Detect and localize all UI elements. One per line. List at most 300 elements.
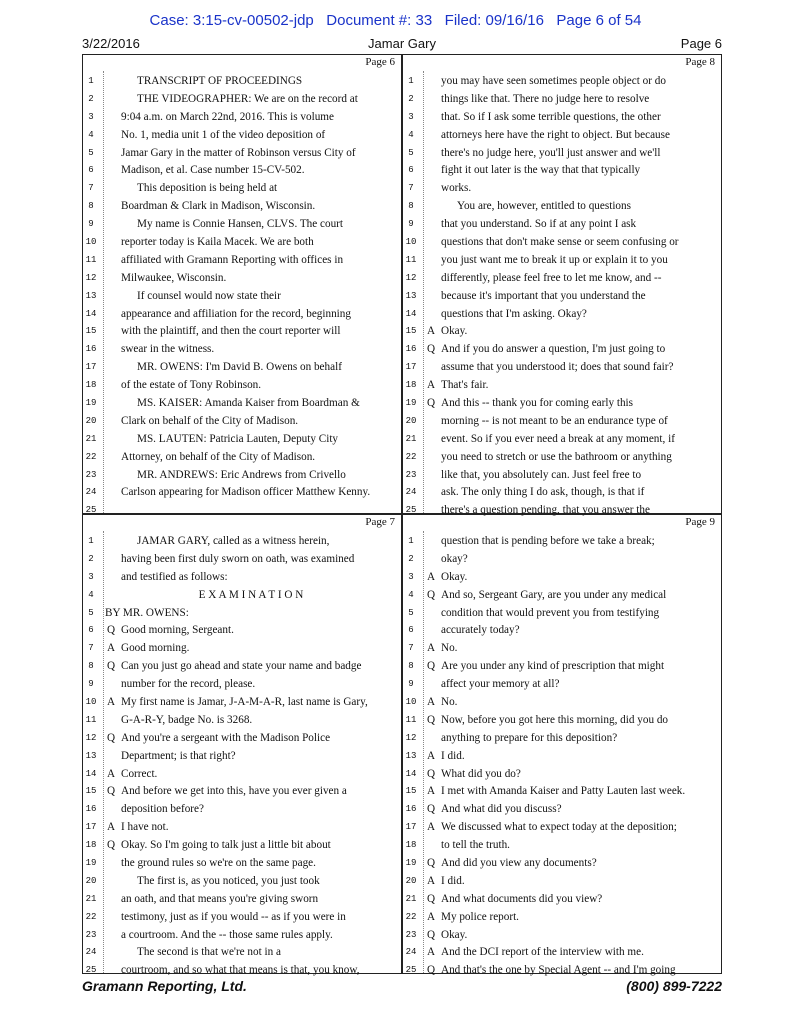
line-text: of the estate of Tony Robinson.: [121, 379, 262, 392]
transcript-line: [83, 837, 401, 855]
line-text: anything to prepare for this deposition?: [441, 731, 618, 744]
line-number: 20: [85, 415, 97, 426]
line-number: 12: [405, 272, 417, 283]
transcript-line: [403, 944, 721, 962]
transcript-line: [403, 431, 721, 449]
line-text: Jamar Gary in the matter of Robinson versus City of: [121, 146, 356, 159]
line-text: No.: [441, 642, 458, 655]
transcript-line: [403, 413, 721, 431]
line-text: accurately today?: [441, 624, 520, 637]
line-text: questions that I'm asking. Okay?: [441, 307, 587, 320]
line-number: 2: [88, 553, 94, 564]
transcript-line: [403, 587, 721, 605]
line-text: number for the record, please.: [121, 678, 256, 691]
transcript-line: [83, 730, 401, 748]
transcript-line: [83, 640, 401, 658]
line-text: attorneys here have the right to object. But because: [441, 128, 670, 141]
transcript-line: [403, 484, 721, 502]
speaker-marker: Q: [426, 964, 436, 977]
line-number: 24: [85, 947, 97, 958]
line-number: 3: [408, 111, 414, 122]
line-number: 16: [85, 344, 97, 355]
line-number: 13: [405, 290, 417, 301]
line-number: 6: [408, 165, 414, 176]
line-number: 9: [88, 219, 94, 230]
speaker-marker: A: [426, 570, 436, 583]
line-text: Madison, et al. Case number 15-CV-502.: [121, 164, 305, 177]
speaker-marker: Q: [426, 892, 436, 905]
line-number: 11: [405, 714, 417, 725]
transcript-line: [403, 395, 721, 413]
line-number: 23: [405, 929, 417, 940]
line-text: I did.: [441, 749, 465, 762]
transcript-line: [83, 467, 401, 485]
line-text: This deposition is being held at: [137, 182, 278, 195]
line-number: 2: [88, 93, 94, 104]
line-number: 15: [405, 786, 417, 797]
transcript-line: [83, 91, 401, 109]
transcript-line: [403, 216, 721, 234]
line-text: Okay. So I'm going to talk just a little bit about: [121, 839, 331, 852]
transcript-line: [83, 891, 401, 909]
line-text: Department; is that right?: [121, 749, 236, 762]
line-number: 19: [85, 398, 97, 409]
line-number: 25: [85, 965, 97, 976]
line-number: 10: [405, 697, 417, 708]
line-number: 8: [408, 661, 414, 672]
line-text: We discussed what to expect today at the deposition;: [441, 821, 677, 834]
line-text: an oath, and that means you're giving sworn: [121, 892, 319, 905]
line-text: And the DCI report of the interview with me.: [441, 946, 644, 959]
transcript-line: [83, 359, 401, 377]
line-number: 4: [408, 129, 414, 140]
transcript-line: [83, 605, 401, 623]
line-text: No.: [441, 696, 458, 709]
line-text: My name is Connie Hansen, CLVS. The court: [137, 218, 344, 231]
line-number: 8: [408, 201, 414, 212]
line-number: 7: [408, 183, 414, 194]
line-number: 11: [85, 714, 97, 725]
line-number: 6: [408, 625, 414, 636]
line-number: 24: [405, 947, 417, 958]
transcript-line: [403, 288, 721, 306]
line-number: 19: [405, 398, 417, 409]
speaker-marker: Q: [106, 624, 116, 637]
transcript-line: [403, 377, 721, 395]
transcript-lines: [403, 533, 721, 980]
line-number: 20: [405, 415, 417, 426]
line-text: Attorney, on behalf of the City of Madison.: [121, 450, 316, 463]
transcript-line: [83, 658, 401, 676]
line-text: okay?: [441, 552, 468, 565]
line-number: 9: [408, 219, 414, 230]
transcript-line: [83, 341, 401, 359]
line-text: event. So if you ever need a break at any moment, if: [441, 432, 675, 445]
line-text: BY MR. OWENS:: [105, 606, 189, 619]
page-header: [82, 36, 722, 52]
line-number: 17: [405, 362, 417, 373]
line-number: 15: [85, 326, 97, 337]
line-number: 25: [85, 505, 97, 516]
line-number: 3: [88, 571, 94, 582]
transcript-line: [83, 413, 401, 431]
speaker-marker: Q: [426, 660, 436, 673]
quadrant-page-label: Page 9: [685, 516, 715, 528]
transcript-line: [83, 855, 401, 873]
line-number: 13: [85, 290, 97, 301]
speaker-marker: A: [106, 821, 116, 834]
line-number: 21: [405, 433, 417, 444]
quadrant-page-label: Page 8: [685, 56, 715, 68]
line-text: with the plaintiff, and then the court reporter will: [121, 325, 341, 338]
line-number: 20: [405, 875, 417, 886]
line-text: condition that would prevent you from testifying: [441, 606, 660, 619]
transcript-lines: [83, 73, 401, 520]
speaker-marker: A: [426, 325, 436, 338]
transcript-line: [83, 449, 401, 467]
line-number: 18: [405, 840, 417, 851]
line-number: 15: [85, 786, 97, 797]
line-text: MS. KAISER: Amanda Kaiser from Boardman &: [137, 397, 360, 410]
line-number: 22: [405, 911, 417, 922]
line-text: works.: [441, 182, 472, 195]
transcript-line: [83, 587, 401, 605]
line-text: JAMAR GARY, called as a witness herein,: [137, 535, 330, 547]
line-number: 21: [85, 433, 97, 444]
line-number: 2: [408, 553, 414, 564]
line-text: questions that don't make sense or seem confusing or: [441, 236, 679, 249]
transcript-line: [83, 801, 401, 819]
speaker-marker: Q: [426, 928, 436, 941]
transcript-line: [403, 270, 721, 288]
line-text: affect your memory at all?: [441, 678, 560, 691]
line-text: a courtroom. And the -- those same rules apply.: [121, 928, 333, 941]
line-number: 14: [405, 308, 417, 319]
transcript-line: [83, 162, 401, 180]
line-text: E X A M I N A T I O N: [198, 588, 304, 601]
line-number: 4: [408, 589, 414, 600]
line-text: there's no judge here, you'll just answer and we'll: [441, 146, 661, 159]
transcript-line: [83, 783, 401, 801]
line-text: I met with Amanda Kaiser and Patty Lauten last week.: [441, 785, 686, 798]
line-text: And what documents did you view?: [441, 892, 603, 905]
transcript-line: [83, 944, 401, 962]
line-number: 1: [88, 536, 94, 546]
line-text: ask. The only thing I do ask, though, is that if: [441, 486, 645, 499]
case-header: Case: 3:15-cv-00502-jdp Document #: 33 Filed: 09/16/16 Page 6 of 54: [149, 12, 642, 29]
transcript-line: [403, 73, 721, 91]
transcript-line: [403, 855, 721, 873]
line-text: What did you do?: [441, 767, 521, 780]
line-number: 7: [88, 643, 94, 654]
transcript-line: [403, 252, 721, 270]
speaker-marker: Q: [426, 343, 436, 356]
line-number: 17: [85, 362, 97, 373]
line-number: 5: [88, 607, 94, 618]
transcript-line: [403, 783, 721, 801]
transcript-line: [83, 748, 401, 766]
line-text: things like that. There no judge here to resolve: [441, 92, 650, 105]
line-number: 11: [85, 254, 97, 265]
line-text: No. 1, media unit 1 of the video deposition of: [121, 128, 326, 141]
transcript-line: [403, 730, 721, 748]
line-text: Okay.: [441, 325, 468, 338]
speaker-marker: Q: [106, 785, 116, 798]
page-number: Page 6: [680, 36, 722, 51]
line-number: 14: [405, 768, 417, 779]
line-number: 20: [85, 875, 97, 886]
line-number: 2: [408, 93, 414, 104]
line-number: 25: [405, 505, 417, 516]
line-number: 24: [85, 487, 97, 498]
transcript-line: [403, 162, 721, 180]
line-text: G-A-R-Y, badge No. is 3268.: [121, 713, 253, 726]
line-text: And what did you discuss?: [441, 803, 562, 816]
line-text: you need to stretch or use the bathroom or anything: [441, 450, 672, 463]
transcript-line: [403, 801, 721, 819]
line-number: 1: [408, 76, 414, 86]
transcript-line: [83, 73, 401, 91]
line-number: 6: [88, 625, 94, 636]
line-text: morning -- is not meant to be an endurance type of: [441, 414, 668, 427]
line-number: 19: [405, 858, 417, 869]
line-text: appearance and affiliation for the record, beginning: [121, 307, 351, 320]
line-text: you may have seen sometimes people object or do: [441, 75, 666, 87]
line-number: 23: [405, 469, 417, 480]
speaker-marker: Q: [106, 731, 116, 744]
transcript-line: [83, 216, 401, 234]
transcript-line: [403, 891, 721, 909]
transcript-line: [403, 766, 721, 784]
line-text: The second is that we're not in a: [137, 946, 281, 959]
line-number: 11: [405, 254, 417, 265]
transcript-line: [403, 694, 721, 712]
transcript-line: [83, 927, 401, 945]
transcript-line: [83, 145, 401, 163]
transcript-line: [403, 569, 721, 587]
transcript-line: [83, 306, 401, 324]
line-text: Now, before you got here this morning, did you do: [441, 713, 669, 726]
line-number: 6: [88, 165, 94, 176]
line-number: 16: [85, 804, 97, 815]
transcript-line: [83, 533, 401, 551]
line-number: 5: [88, 147, 94, 158]
line-number: 9: [408, 679, 414, 690]
line-text: swear in the witness.: [121, 343, 215, 356]
transcript-line: [403, 467, 721, 485]
line-number: 15: [405, 326, 417, 337]
transcript-line: [403, 323, 721, 341]
speaker-marker: A: [426, 379, 436, 392]
line-number: 8: [88, 201, 94, 212]
reporting-company: Gramann Reporting, Ltd.: [82, 978, 247, 994]
line-number: 16: [405, 344, 417, 355]
line-text: And so, Sergeant Gary, are you under any medical: [441, 588, 667, 601]
line-number: 18: [85, 840, 97, 851]
line-text: reporter today is Kaila Macek. We are both: [121, 236, 314, 249]
line-text: Okay.: [441, 928, 468, 941]
line-text: Boardman & Clark in Madison, Wisconsin.: [121, 200, 316, 213]
speaker-marker: A: [426, 874, 436, 887]
transcript-line: [83, 270, 401, 288]
transcript-line: [83, 484, 401, 502]
line-number: 23: [85, 929, 97, 940]
transcript-line: [403, 622, 721, 640]
speaker-marker: Q: [426, 713, 436, 726]
reporting-phone: (800) 899-7222: [626, 978, 722, 994]
transcript-line: [83, 712, 401, 730]
speaker-marker: A: [426, 946, 436, 959]
page-footer: [82, 978, 722, 996]
line-text: I did.: [441, 874, 465, 887]
speaker-marker: A: [106, 642, 116, 655]
line-number: 10: [85, 237, 97, 248]
speaker-marker: Q: [426, 767, 436, 780]
transcript-line: [83, 252, 401, 270]
line-text: and testified as follows:: [121, 570, 228, 583]
speaker-marker: A: [426, 821, 436, 834]
transcript-line: [403, 640, 721, 658]
line-text: that you understand. So if at any point I ask: [441, 218, 637, 231]
line-text: And that's the one by Special Agent -- and I'm going: [441, 964, 676, 977]
transcript-line: [403, 91, 721, 109]
transcript-line: [83, 377, 401, 395]
quadrant-page-label: Page 6: [365, 56, 395, 68]
line-text: And this -- thank you for coming early this: [441, 397, 634, 410]
line-text: Can you just go ahead and state your name and badge: [121, 660, 362, 673]
line-text: that. So if I ask some terrible questions, the other: [441, 110, 661, 123]
line-text: TRANSCRIPT OF PROCEEDINGS: [137, 75, 303, 87]
line-text: there's a question pending, that you answer the: [441, 504, 650, 517]
transcript-page-6: [82, 54, 402, 514]
line-text: having been first duly sworn on oath, was examined: [121, 552, 355, 565]
transcript-line: [83, 234, 401, 252]
transcript-lines: [83, 533, 401, 980]
line-number: 7: [408, 643, 414, 654]
transcript-page-9: [402, 514, 722, 977]
transcript-line: [83, 622, 401, 640]
transcript-line: [403, 873, 721, 891]
line-number: 18: [85, 380, 97, 391]
line-text: Clark on behalf of the City of Madison.: [121, 414, 299, 427]
transcript-line: [403, 127, 721, 145]
transcript-line: [83, 569, 401, 587]
witness-name: Jamar Gary: [368, 36, 436, 51]
line-text: Carlson appearing for Madison officer Matthew Kenny.: [121, 486, 371, 499]
speaker-marker: A: [426, 749, 436, 762]
transcript-line: [403, 180, 721, 198]
transcript-line: [83, 873, 401, 891]
speaker-marker: Q: [426, 857, 436, 870]
line-text: to tell the truth.: [441, 839, 510, 852]
quadrant-page-label: Page 7: [365, 516, 395, 528]
line-number: 23: [85, 469, 97, 480]
transcript-line: [403, 359, 721, 377]
line-number: 5: [408, 147, 414, 158]
line-number: 18: [405, 380, 417, 391]
transcript-page-8: [402, 54, 722, 517]
line-number: 3: [408, 571, 414, 582]
transcript-date: 3/22/2016: [82, 36, 140, 51]
transcript-line: [403, 109, 721, 127]
line-text: assume that you understood it; does that sound fair?: [441, 361, 674, 374]
transcript-line: [83, 109, 401, 127]
transcript-line: [83, 431, 401, 449]
transcript-line: [83, 288, 401, 306]
line-text: And before we get into this, have you ever given a: [121, 785, 347, 798]
line-text: Okay.: [441, 570, 468, 583]
line-number: 16: [405, 804, 417, 815]
transcript-line: [403, 658, 721, 676]
transcript-line: [83, 766, 401, 784]
line-number: 10: [85, 697, 97, 708]
line-number: 25: [405, 965, 417, 976]
line-number: 9: [88, 679, 94, 690]
transcript-line: [83, 694, 401, 712]
line-number: 7: [88, 183, 94, 194]
speaker-marker: Q: [106, 660, 116, 673]
line-text: And you're a sergeant with the Madison Police: [121, 731, 331, 744]
line-text: MR. ANDREWS: Eric Andrews from Crivello: [137, 468, 346, 481]
transcript-line: [403, 551, 721, 569]
transcript-line: [403, 819, 721, 837]
line-number: 21: [405, 893, 417, 904]
line-text: Are you under any kind of prescription that might: [441, 660, 665, 673]
speaker-marker: A: [426, 696, 436, 709]
speaker-marker: A: [106, 767, 116, 780]
line-text: courtroom, and so what that means is that, you know,: [121, 964, 360, 977]
line-text: I have not.: [121, 821, 169, 834]
line-number: 14: [85, 308, 97, 319]
transcript-line: [83, 676, 401, 694]
line-number: 13: [405, 750, 417, 761]
line-number: 14: [85, 768, 97, 779]
transcript-line: [83, 198, 401, 216]
transcript-line: [403, 605, 721, 623]
line-number: 8: [88, 661, 94, 672]
transcript-page-7: [82, 514, 402, 977]
line-text: My police report.: [441, 910, 519, 923]
line-number: 3: [88, 111, 94, 122]
transcript-line: [83, 127, 401, 145]
speaker-marker: A: [426, 910, 436, 923]
line-text: And did you view any documents?: [441, 857, 597, 870]
line-text: My first name is Jamar, J-A-M-A-R, last name is Gary,: [121, 696, 368, 709]
line-number: 24: [405, 487, 417, 498]
line-text: 9:04 a.m. on March 22nd, 2016. This is volume: [121, 110, 334, 123]
transcript-line: [83, 395, 401, 413]
line-number: 12: [85, 272, 97, 283]
line-number: 10: [405, 237, 417, 248]
transcript-line: [403, 198, 721, 216]
speaker-marker: Q: [106, 839, 116, 852]
line-number: 4: [88, 129, 94, 140]
line-text: question that is pending before we take a break;: [441, 535, 655, 547]
line-text: The first is, as you noticed, you just took: [137, 874, 320, 887]
speaker-marker: A: [426, 785, 436, 798]
transcript-line: [403, 927, 721, 945]
line-number: 13: [85, 750, 97, 761]
transcript-line: [403, 449, 721, 467]
line-text: And if you do answer a question, I'm just going to: [441, 343, 666, 356]
line-number: 22: [85, 451, 97, 462]
transcript-line: [403, 676, 721, 694]
line-text: Correct.: [121, 767, 158, 780]
line-number: 12: [85, 732, 97, 743]
transcript-line: [83, 909, 401, 927]
line-text: fight it out later is the way that that typically: [441, 164, 641, 177]
line-text: like that, you absolutely can. Just feel free to: [441, 468, 642, 481]
